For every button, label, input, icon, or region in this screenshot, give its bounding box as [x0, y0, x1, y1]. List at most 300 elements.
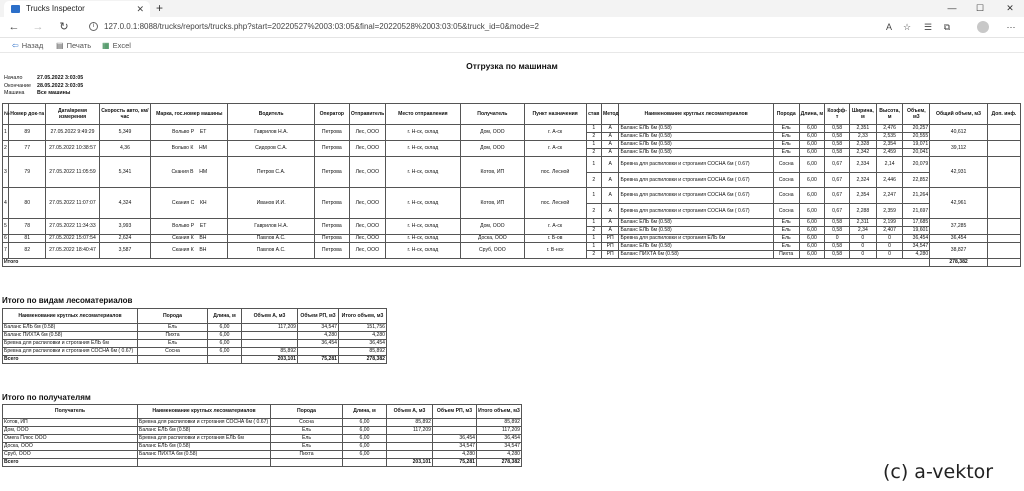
operator-cell: Петрова — [314, 219, 349, 235]
by-type-header-row — [3, 309, 387, 324]
excel-icon: ▦ — [102, 41, 110, 50]
timber-name-cell: Баланс ЕЛЬ 6м (0.58) — [619, 243, 773, 251]
coef-cell: 0,58 — [825, 219, 850, 227]
table-cell: Ель — [138, 324, 208, 332]
origin-cell: г. Н-ск, склад — [385, 141, 460, 157]
total-cell: 75,281 — [433, 459, 477, 467]
table-cell: Пихта — [271, 451, 343, 459]
collections-icon[interactable]: ⧉ — [943, 22, 951, 32]
stack-cell: 2 — [586, 172, 601, 188]
document-cell: 81 — [9, 235, 46, 243]
receiver-cell: Котов, ИП — [460, 188, 524, 219]
table-cell: 117,209 — [242, 324, 298, 332]
width-cell: 2,33 — [849, 133, 876, 141]
height-cell: 2,354 — [876, 141, 903, 149]
truck-plate: НМ — [198, 145, 207, 152]
method-cell: A — [601, 149, 618, 157]
method-cell: A — [601, 188, 618, 204]
breed-cell: Ель — [773, 133, 799, 141]
total-cell: 203,101 — [387, 459, 433, 467]
origin-cell: г. Н-ск, склад — [385, 243, 460, 259]
volume-cell: 21,697 — [903, 203, 930, 219]
table-cell: Баланс ЕЛЬ 6м (0.58) — [138, 443, 271, 451]
total-volume-cell: 39,112 — [930, 141, 988, 157]
tab-favicon-icon — [11, 5, 20, 13]
breed-cell: Ель — [773, 125, 799, 133]
tab-title: Trucks Inspector — [26, 4, 85, 13]
excel-label: Excel — [112, 41, 131, 50]
width-cell: 2,351 — [849, 125, 876, 133]
stack-cell: 2 — [586, 133, 601, 141]
origin-cell: г. Н-ск, склад — [385, 235, 460, 243]
extra-info-cell — [987, 188, 1020, 219]
volume-cell: 34,547 — [903, 243, 930, 251]
origin-cell: г. Н-ск, склад — [385, 219, 460, 235]
truck-cell — [151, 243, 228, 259]
table-cell: 6,00 — [343, 427, 387, 435]
extra-info-cell — [987, 141, 1020, 157]
column-header: Итого объем, м3 — [339, 309, 387, 324]
table-row — [3, 435, 522, 443]
table-cell: Пихта — [138, 332, 208, 340]
stack-cell: 2 — [586, 203, 601, 219]
meta-value: 28.05.2022 3:03:05 — [37, 82, 84, 89]
coef-cell: 0,67 — [825, 203, 850, 219]
table-cell: 4,280 — [339, 332, 387, 340]
column-header: Получатель — [460, 104, 524, 125]
table-cell: 85,892 — [339, 348, 387, 356]
timber-name-cell: Бревна для распиловки и строгания ЕЛЬ 6м — [619, 235, 773, 243]
table-cell: Сосна — [271, 419, 343, 427]
column-header: Длина, м — [343, 405, 387, 419]
operator-cell: Петрова — [314, 125, 349, 141]
column-header: Оператор — [314, 104, 349, 125]
table-cell: 117,209 — [387, 427, 433, 435]
table-cell: 36,454 — [298, 340, 339, 348]
length-cell: 6,00 — [799, 157, 825, 173]
total-cell: Всего — [3, 356, 138, 364]
profile-avatar[interactable] — [977, 21, 989, 33]
table-cell: Ель — [271, 435, 343, 443]
coef-cell: 0,58 — [825, 243, 850, 251]
coef-cell: 0,58 — [825, 141, 850, 149]
column-header: Получатель — [3, 405, 138, 419]
document-cell: 80 — [9, 188, 46, 219]
sender-cell: Лес, ООО — [349, 243, 385, 259]
datetime-cell: 27.05.2022 9:49:29 — [46, 125, 100, 141]
receiver-cell: Дом, ООО — [460, 141, 524, 157]
meta-line — [4, 90, 83, 98]
table-cell: Бревна для распиловки и строгания СОСНА 6м ( 0.67) — [3, 348, 138, 356]
print-label: Печать — [66, 41, 92, 50]
column-header: Общий объем, м3 — [930, 104, 988, 125]
browser-tab[interactable] — [4, 1, 150, 17]
column-header: Порода — [271, 405, 343, 419]
total-volume-cell: 38,827 — [930, 243, 988, 259]
extra-info-cell — [987, 219, 1020, 235]
document-cell: 78 — [9, 219, 46, 235]
table-row — [3, 141, 1021, 149]
table-cell: Сруб, ООО — [3, 451, 138, 459]
timber-name-cell: Баланс ПИХТА 6м (0.58) — [619, 251, 773, 259]
stack-cell: 1 — [586, 243, 601, 251]
by-type-title: Итого по видам лесоматериалов — [2, 296, 133, 305]
table-cell: 34,547 — [298, 324, 339, 332]
speed-cell: 5,349 — [99, 125, 150, 141]
url-input[interactable] — [84, 19, 624, 35]
window-close-button[interactable]: ✕ — [1006, 3, 1014, 13]
column-header: Наименование круглых лесоматериалов — [138, 405, 271, 419]
volume-cell: 20,555 — [903, 133, 930, 141]
more-menu-icon[interactable]: ⋯ — [1006, 22, 1016, 32]
length-cell: 6,00 — [799, 141, 825, 149]
receiver-cell: Доска, ООО — [460, 235, 524, 243]
table-cell — [242, 332, 298, 340]
excel-button[interactable] — [102, 40, 131, 51]
breed-cell: Пихта — [773, 251, 799, 259]
column-header: Номер док-та — [9, 104, 46, 125]
length-cell: 6,00 — [799, 219, 825, 227]
maximize-button[interactable]: ☐ — [975, 3, 985, 13]
report-title: Отгрузка по машинам — [466, 61, 558, 71]
by-receiver-table — [2, 404, 522, 467]
table-row — [3, 219, 1021, 227]
table-row — [3, 451, 522, 459]
width-cell: 2,342 — [849, 149, 876, 157]
speed-cell: 4,324 — [99, 188, 150, 219]
total-label: Итого — [3, 259, 930, 267]
timber-name-cell: Баланс ЕЛЬ 6м (0.58) — [619, 149, 773, 157]
document-cell: 82 — [9, 243, 46, 259]
volume-cell: 36,454 — [903, 235, 930, 243]
table-cell: Бревна для распиловки и строгания СОСНА 6м ( 0.67) — [138, 419, 271, 427]
breed-cell: Сосна — [773, 172, 799, 188]
receiver-cell: Сруб, ООО — [460, 243, 524, 259]
total-cell — [343, 459, 387, 467]
breed-cell: Сосна — [773, 188, 799, 204]
favorites-bar-icon[interactable]: ☰ — [923, 22, 933, 32]
height-cell: 0 — [876, 251, 903, 259]
table-cell: Бревна для распиловки и строгания ЕЛЬ 6м — [3, 340, 138, 348]
table-cell: Баланс ПИХТА 6м (0.58) — [138, 451, 271, 459]
destination-cell: г. А-ск — [524, 141, 586, 157]
column-header: Порода — [138, 309, 208, 324]
breed-cell: Ель — [773, 219, 799, 227]
total-volume-cell: 36,454 — [930, 235, 988, 243]
origin-cell: г. Н-ск, склад — [385, 125, 460, 141]
by-type-table — [2, 308, 387, 364]
truck-brand: Скания С — [171, 199, 195, 206]
height-cell: 2,459 — [876, 149, 903, 157]
table-cell: Дом, ООО — [3, 427, 138, 435]
length-cell: 6,00 — [799, 235, 825, 243]
driver-cell: Павлов А.С. — [228, 243, 314, 259]
read-aloud-icon[interactable]: A — [885, 22, 892, 32]
column-header: Объем РП, м3 — [433, 405, 477, 419]
table-cell: 4,280 — [298, 332, 339, 340]
timber-name-cell: Баланс ЕЛЬ 6м (0.58) — [619, 141, 773, 149]
driver-cell: Иванов И.И. — [228, 188, 314, 219]
back-button[interactable] — [12, 40, 43, 51]
column-header: Длина, м — [208, 309, 242, 324]
address-bar-row — [0, 17, 1024, 38]
table-row — [3, 348, 387, 356]
timber-name-cell: Бревна для распиловки и строгания СОСНА 6м ( 0.67) — [619, 172, 773, 188]
table-row — [3, 340, 387, 348]
column-header: Коэфф-т — [825, 104, 850, 125]
reload-icon[interactable]: ↻ — [59, 21, 69, 33]
extra-info-cell — [987, 235, 1020, 243]
driver-cell: Петров С.А. — [228, 157, 314, 188]
truck-cell — [151, 157, 228, 188]
driver-cell: Павлов А.С. — [228, 235, 314, 243]
printer-icon: ▤ — [56, 41, 64, 50]
column-header: Длина, м — [799, 104, 825, 125]
width-cell: 0 — [849, 243, 876, 251]
height-cell: 2,446 — [876, 172, 903, 188]
coef-cell: 0,58 — [825, 251, 850, 259]
column-header: Место отправления — [385, 104, 460, 125]
height-cell: 2,407 — [876, 227, 903, 235]
height-cell: 2,359 — [876, 203, 903, 219]
stack-cell: 1 — [586, 141, 601, 149]
table-cell: Омега Плюс ООО — [3, 435, 138, 443]
total-volume-cell: 37,285 — [930, 219, 988, 235]
table-cell: 4,280 — [433, 451, 477, 459]
document-cell: 77 — [9, 141, 46, 157]
table-row — [3, 157, 1021, 173]
truck-plate: ЕТ — [199, 223, 207, 230]
coef-cell: 0,67 — [825, 157, 850, 173]
document-cell: 89 — [9, 125, 46, 141]
datetime-cell: 27.05.2022 11:34:33 — [46, 219, 100, 235]
table-cell: 36,454 — [339, 340, 387, 348]
table-cell: 6,00 — [208, 348, 242, 356]
table-cell: 151,756 — [339, 324, 387, 332]
site-info-icon[interactable]: i — [89, 22, 98, 31]
stack-cell: 1 — [586, 188, 601, 204]
sender-cell: Лес, ООО — [349, 219, 385, 235]
back-arrow-icon[interactable]: ← — [8, 21, 20, 33]
forward-arrow-icon[interactable]: → — [32, 21, 44, 33]
total-extra — [987, 259, 1020, 267]
table-row — [3, 235, 1021, 243]
column-header: Пункт назначения — [524, 104, 586, 125]
receiver-cell: Дом, ООО — [460, 125, 524, 141]
total-cell: 203,101 — [242, 356, 298, 364]
trip-number-cell: 1 — [3, 125, 9, 141]
destination-cell: г. А-ск — [524, 219, 586, 235]
trip-number-cell: 4 — [3, 188, 9, 219]
breed-cell: Ель — [773, 235, 799, 243]
driver-cell: Гаврилов Н.А. — [228, 125, 314, 141]
speed-cell: 3,993 — [99, 219, 150, 235]
table-cell — [242, 340, 298, 348]
table-cell: 85,892 — [387, 419, 433, 427]
trip-number-cell: 6 — [4, 235, 7, 242]
table-cell: 6,00 — [343, 435, 387, 443]
speed-cell: 2,624 — [99, 235, 150, 243]
breed-cell: Сосна — [773, 157, 799, 173]
method-cell: A — [601, 125, 618, 133]
truck-brand: Вольво Р — [172, 129, 195, 136]
table-cell: 117,209 — [477, 427, 522, 435]
total-volume-cell: 42,961 — [930, 188, 988, 219]
table-cell — [433, 427, 477, 435]
truck-cell — [151, 188, 228, 219]
truck-cell — [151, 141, 228, 157]
volume-cell: 20,257 — [903, 125, 930, 133]
table-cell: 6,00 — [208, 332, 242, 340]
shipments-table — [2, 103, 1021, 267]
method-cell: РП — [601, 251, 618, 259]
truck-plate: ВН — [199, 235, 207, 242]
table-cell: Котов, ИП — [3, 419, 138, 427]
driver-cell: Сидоров С.А. — [228, 141, 314, 157]
width-cell: 2,311 — [849, 219, 876, 227]
minimize-button[interactable]: — — [947, 3, 957, 13]
destination-cell: г. А-ск — [524, 125, 586, 141]
width-cell: 2,334 — [849, 157, 876, 173]
grand-total: 278,382 — [930, 259, 988, 267]
volume-cell: 19,601 — [903, 227, 930, 235]
truck-brand: Скания В — [171, 168, 194, 175]
column-header: Объем А, м3 — [387, 405, 433, 419]
operator-cell: Петрова — [314, 235, 349, 243]
document-cell: 79 — [9, 157, 46, 188]
total-volume-cell: 42,931 — [930, 157, 988, 188]
height-cell: 0 — [876, 235, 903, 243]
table-cell: 85,892 — [242, 348, 298, 356]
total-row — [3, 459, 522, 467]
table-cell: 4,280 — [477, 451, 522, 459]
destination-cell: г. В-нск — [524, 243, 586, 259]
table-row — [3, 188, 1021, 204]
timber-name-cell: Баланс ЕЛЬ 6м (0.58) — [619, 125, 773, 133]
width-cell: 2,324 — [849, 172, 876, 188]
method-cell: A — [601, 227, 618, 235]
table-row — [3, 243, 1021, 251]
method-cell: A — [601, 219, 618, 227]
table-cell — [387, 443, 433, 451]
stack-cell: 2 — [586, 251, 601, 259]
trip-number-cell: 3 — [3, 157, 9, 188]
stack-cell: 2 — [586, 227, 601, 235]
timber-name-cell: Баланс ЕЛЬ 6м (0.58) — [619, 133, 773, 141]
stack-cell: 2 — [586, 149, 601, 157]
speed-cell: 4,36 — [99, 141, 150, 157]
extra-info-cell — [987, 243, 1020, 259]
sender-cell: Лес, ООО — [349, 125, 385, 141]
width-cell: 2,288 — [849, 203, 876, 219]
operator-cell: Петрова — [314, 188, 349, 219]
sender-cell: Лес, ООО — [349, 188, 385, 219]
tab-close-icon[interactable]: ✕ — [136, 4, 144, 14]
truck-plate: ВН — [199, 247, 207, 254]
volume-cell: 19,071 — [903, 141, 930, 149]
trip-number-cell: 7 — [3, 243, 9, 259]
column-header: став — [586, 104, 601, 125]
datetime-cell: 27.05.2022 11:05:59 — [46, 157, 100, 188]
length-cell: 6,00 — [799, 188, 825, 204]
destination-cell: пос. Лесной — [524, 188, 586, 219]
table-cell — [387, 435, 433, 443]
height-cell: 2,14 — [876, 157, 903, 173]
total-cell: 278,382 — [339, 356, 387, 364]
truck-cell — [151, 125, 228, 141]
favorite-star-icon[interactable]: ☆ — [902, 22, 912, 32]
timber-name-cell: Бревна для распиловки и строгания СОСНА 6м ( 0.67) — [619, 188, 773, 204]
table-row — [3, 427, 522, 435]
truck-cell — [151, 235, 228, 243]
breed-cell: Ель — [773, 141, 799, 149]
destination-cell: г. Б-ов — [524, 235, 586, 243]
height-cell: 0 — [876, 243, 903, 251]
table-cell: Ель — [271, 427, 343, 435]
table-cell: 6,00 — [343, 419, 387, 427]
length-cell: 6,00 — [799, 172, 825, 188]
table-cell — [433, 419, 477, 427]
new-tab-button[interactable]: + — [156, 1, 164, 15]
table-cell: Сосна — [138, 348, 208, 356]
column-header: Отправитель — [349, 104, 385, 125]
truck-cell — [151, 219, 228, 235]
total-row — [3, 356, 387, 364]
width-cell: 2,354 — [849, 188, 876, 204]
table-cell: Ель — [138, 340, 208, 348]
breed-cell: Ель — [773, 149, 799, 157]
stack-cell: 1 — [586, 157, 601, 173]
browser-title-bar — [0, 0, 1024, 17]
table-cell: 6,00 — [343, 451, 387, 459]
total-cell — [138, 459, 271, 467]
truck-brand: Вольво К — [171, 145, 194, 152]
width-cell: 0 — [849, 235, 876, 243]
total-cell — [208, 356, 242, 364]
table-cell: Бревна для распиловки и строгания ЕЛЬ 6м — [138, 435, 271, 443]
print-button[interactable] — [56, 40, 91, 51]
volume-cell: 20,079 — [903, 157, 930, 173]
volume-cell: 20,041 — [903, 149, 930, 157]
volume-cell: 17,685 — [903, 219, 930, 227]
column-header: Наименование круглых лесоматериалов — [3, 309, 138, 324]
method-cell: A — [601, 133, 618, 141]
back-icon: ⇦ — [12, 41, 19, 50]
height-cell: 2,247 — [876, 188, 903, 204]
column-header: Наименование круглых лесоматериалов — [619, 104, 773, 125]
meta-line — [4, 75, 83, 83]
meta-key: Начало — [4, 75, 23, 81]
table-cell: 6,00 — [208, 340, 242, 348]
table-cell: 34,547 — [433, 443, 477, 451]
width-cell: 2,34 — [849, 227, 876, 235]
length-cell: 6,00 — [799, 203, 825, 219]
method-cell: A — [601, 203, 618, 219]
table-row — [3, 332, 387, 340]
stack-cell: 1 — [586, 235, 601, 243]
column-header: Скорость авто, км/час — [99, 104, 150, 125]
meta-key: Машина — [4, 90, 25, 96]
stack-cell: 1 — [586, 125, 601, 133]
sender-cell: Лес, ООО — [349, 235, 385, 243]
coef-cell: 0,67 — [825, 172, 850, 188]
coef-cell: 0,58 — [825, 125, 850, 133]
back-label: Назад — [21, 41, 44, 50]
table-row — [3, 419, 522, 427]
volume-cell: 4,280 — [903, 251, 930, 259]
extra-info-cell — [987, 157, 1020, 188]
length-cell: 6,00 — [799, 243, 825, 251]
